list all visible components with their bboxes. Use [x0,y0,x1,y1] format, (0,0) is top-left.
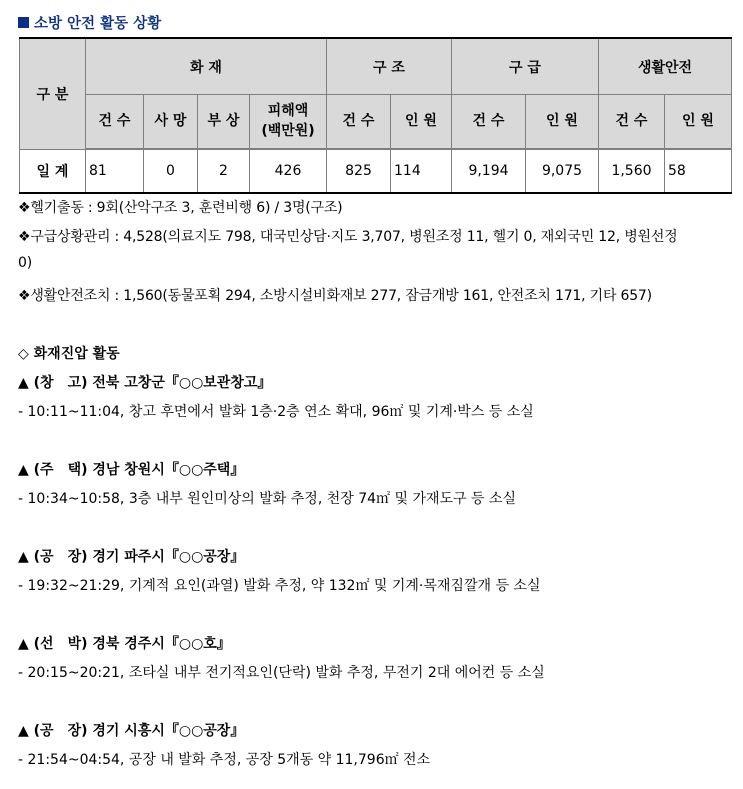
header-rescue-persons: 인 원 [391,95,452,150]
header-group-rescue: 구 조 [327,38,452,95]
incident-title: ▲ (공 장) 경기 파주시『○○공장』 [18,549,245,565]
header-life-count: 건 수 [599,95,665,150]
header-life-persons: 인 원 [665,95,732,150]
header-fire-count: 건 수 [86,95,144,150]
header-category: 구 분 [20,38,86,149]
table-row [20,149,732,193]
fire-section-heading: ◇ 화재진압 활동 [18,346,120,362]
cell-fire-deaths: 0 [144,149,198,193]
square-bullet-icon [18,17,29,28]
section-title-text: 소방 안전 활동 상황 [34,16,162,32]
cell-rescue-persons: 114 [391,149,452,193]
cell-fire-damage: 426 [250,149,327,193]
cell-rescue-count: 825 [327,149,391,193]
cell-life-count: 1,560 [599,149,665,193]
cell-ems-persons: 9,075 [526,149,599,193]
note-life-safety: ❖생활안전조치 : 1,560(동물포획 294, 소방시설비화재보 277, 잠금개방 161, 안전조치 171, 기타 657) [18,288,652,304]
cell-fire-count: 81 [86,149,144,193]
incident-title: ▲ (공 장) 경기 시흥시『○○공장』 [18,723,245,739]
header-rescue-count: 건 수 [327,95,391,150]
header-fire-damage: 피해액 (백만원) [250,95,327,150]
note-ems-management-cont: 0) [18,255,32,271]
cell-fire-injuries: 2 [198,149,250,193]
incident-title: ▲ (창 고) 전북 고창군『○○보관창고』 [18,375,272,391]
header-group-life-safety: 생활안전 [599,38,732,95]
header-fire-deaths: 사 망 [144,95,198,150]
row-label: 일 계 [20,149,86,193]
cell-ems-count: 9,194 [452,149,526,193]
stats-table [19,37,732,194]
header-group-ems: 구 급 [452,38,599,95]
incident-detail: - 20:15~20:21, 조타실 내부 전기적요인(단락) 발화 추정, 무전기 2대 에어컨 등 소실 [18,665,545,681]
incident-title: ▲ (선 박) 경북 경주시『○○호』 [18,636,231,652]
incident-detail: - 21:54~04:54, 공장 내 발화 추정, 공장 5개동 약 11,796㎡ 전소 [18,752,431,768]
section-title [18,12,161,33]
incident-detail: - 10:34~10:58, 3층 내부 원인미상의 발화 추정, 천장 74㎡ 및 가재도구 등 소실 [18,491,517,507]
note-helicopter: ❖헬기출동 : 9회(산악구조 3, 훈련비행 6) / 3명(구조) [18,200,343,216]
header-ems-count: 건 수 [452,95,526,150]
incident-detail: - 10:11~11:04, 창고 후면에서 발화 1층·2층 연소 확대, 96㎡ 및 기계·박스 등 소실 [18,404,534,420]
note-ems-management: ❖구급상황관리 : 4,528(의료지도 798, 대국민상담·지도 3,707, 병원조정 11, 헬기 0, 재외국민 12, 병원선정 [18,229,678,245]
header-fire-injuries: 부 상 [198,95,250,150]
header-group-fire: 화 재 [86,38,327,95]
incident-detail: - 19:32~21:29, 기계적 요인(과열) 발화 추정, 약 132㎡ 및 기계·목재짐깔개 등 소실 [18,578,541,594]
cell-life-persons: 58 [665,149,732,193]
incident-title: ▲ (주 택) 경남 창원시『○○주택』 [18,462,245,478]
header-ems-persons: 인 원 [526,95,599,150]
